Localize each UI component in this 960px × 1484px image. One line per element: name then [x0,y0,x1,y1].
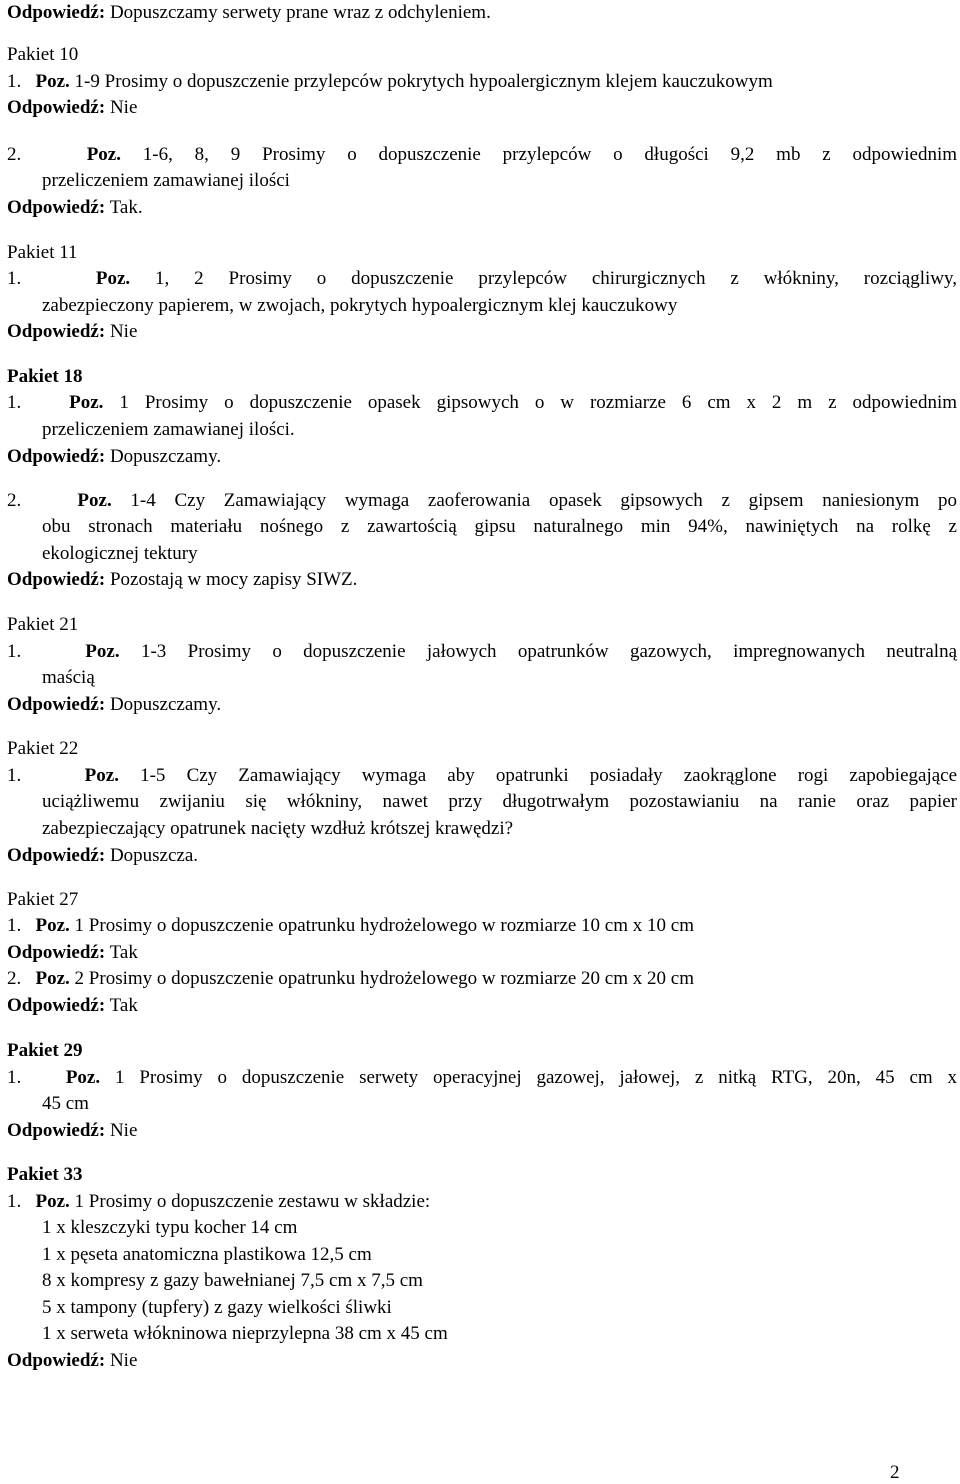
poz-label: Poz. [35,968,70,989]
poz-number: 1, 2 [155,268,204,289]
answer-line [7,694,221,716]
list-item: 1 x pęseta anatomiczna plastikowa 12,5 cm [42,1244,372,1265]
question-text: Prosimy o dopuszczenie zestawu w składzie: [88,1191,431,1212]
answer-line [7,321,137,343]
answer-line [7,197,143,219]
list-item: 8 x kompresy z gazy bawełnianej 7,5 cm x 7,5 cm [42,1270,423,1291]
poz-number: 1-3 [140,641,167,662]
question-line [7,144,957,166]
answer-line [7,2,491,24]
answer-text: Dopuszcza. [109,845,199,866]
poz-label: Poz. [65,1067,101,1088]
question-line [7,915,694,937]
poz-label: Poz. [77,490,112,511]
package-heading: Pakiet 11 [7,242,78,263]
answer-text: Dopuszczamy serwety prane wraz z odchyleniem. [109,2,491,23]
answer-label: Odpowiedź: [7,845,106,866]
question-continuation: uciążliwemu zwijaniu się włókniny, nawet przy długotrwałym pozostawianiu na ranie oraz papier [42,791,957,812]
question-text: Prosimy o dopuszczenie serwety operacyjnej gazowej, jałowej, z nitką RTG, 20n, 45 cm x [139,1067,958,1088]
item-number: 1. [7,71,22,92]
answer-text: Dopuszczamy. [109,446,222,467]
answer-line [7,845,198,867]
question-line [7,392,957,414]
item-number: 2. [7,144,22,165]
answer-text: Nie [109,1350,138,1371]
poz-label: Poz. [84,765,119,786]
question-text: Prosimy o dopuszczenie opatrunku hydrożelowego w rozmiarze 20 cm x 20 cm [88,968,694,989]
answer-line [7,446,221,468]
answer-label: Odpowiedź: [7,1350,106,1371]
package-heading: Pakiet 33 [7,1164,83,1185]
answer-line [7,97,137,119]
answer-line [7,569,357,591]
answer-line [7,1120,137,1142]
answer-label: Odpowiedź: [7,97,106,118]
poz-label: Poz. [35,915,70,936]
question-continuation: 45 cm [42,1093,89,1114]
answer-label: Odpowiedź: [7,321,106,342]
question-line [7,1067,957,1089]
question-line [7,268,957,290]
question-continuation: obu stronach materiału nośnego z zawartością gipsu naturalnego min 94%, nawiniętych na rolkę z [42,516,957,537]
question-text: Czy Zamawiający wymaga zaoferowania opasek gipsowych z gipsem naniesionym po [174,490,958,511]
package-heading: Pakiet 27 [7,889,79,910]
page-number: 2 [890,1462,900,1483]
answer-text: Nie [109,1120,138,1141]
package-heading: Pakiet 18 [7,366,83,387]
question-line [7,641,957,663]
answer-label: Odpowiedź: [7,1120,106,1141]
question-continuation: ekologicznej tektury [42,543,198,564]
poz-number: 1 [114,1067,125,1088]
item-number: 2. [7,490,22,511]
item-number: 1. [7,1067,22,1088]
poz-number: 1-6, 8, 9 [142,144,241,165]
answer-text: Dopuszczamy. [109,694,222,715]
poz-number: 1 [119,392,129,413]
answer-label: Odpowiedź: [7,995,106,1016]
answer-text: Tak [109,942,138,963]
question-text: Prosimy o dopuszczenie jałowych opatrunków gazowych, impregnowanych neutralną [187,641,958,662]
question-line [7,765,957,787]
question-text: Czy Zamawiający wymaga aby opatrunki posiadały zaokrąglone rogi zapobiegające [186,765,958,786]
poz-number: 1 [74,1191,85,1212]
answer-line [7,1350,137,1372]
poz-number: 2 [74,968,85,989]
package-heading: Pakiet 10 [7,44,79,65]
package-heading: Pakiet 29 [7,1040,83,1061]
answer-label: Odpowiedź: [7,2,106,23]
question-continuation: maścią [42,667,95,688]
poz-number: 1-5 [140,765,166,786]
answer-line [7,995,138,1017]
item-number: 1. [7,641,22,662]
list-item: 1 x serweta włókninowa nieprzylepna 38 cm x 45 cm [42,1323,448,1344]
answer-label: Odpowiedź: [7,446,106,467]
answer-line [7,942,138,964]
package-heading: Pakiet 22 [7,738,79,759]
poz-label: Poz. [69,392,104,413]
poz-number: 1-4 [130,490,156,511]
question-continuation: przeliczeniem zamawianej ilości [42,170,290,191]
answer-label: Odpowiedź: [7,694,106,715]
question-line [7,968,694,990]
package-heading: Pakiet 21 [7,614,79,635]
question-text: Prosimy o dopuszczenie przylepców o długości 9,2 mb z odpowiednim [262,144,958,165]
item-number: 2. [7,968,22,989]
question-text: Prosimy o dopuszczenie przylepców pokrytych hypoalergicznym klejem kauczukowym [104,71,773,92]
question-continuation: zabezpieczający opatrunek nacięty wzdłuż krótszej krawędzi? [42,818,514,839]
answer-text: Nie [109,321,138,342]
question-line [7,490,957,512]
question-text: Prosimy o dopuszczenie przylepców chirurgicznych z włókniny, rozciągliwy, [228,268,958,289]
answer-label: Odpowiedź: [7,942,106,963]
answer-label: Odpowiedź: [7,569,106,590]
list-item: 1 x kleszczyki typu kocher 14 cm [42,1217,298,1238]
item-number: 1. [7,915,22,936]
poz-number: 1-9 [74,71,100,92]
answer-text: Tak. [109,197,143,218]
item-number: 1. [7,392,22,413]
item-number: 1. [7,268,22,289]
question-text: Prosimy o dopuszczenie opatrunku hydrożelowego w rozmiarze 10 cm x 10 cm [88,915,694,936]
item-number: 1. [7,1191,22,1212]
question-text: Prosimy o dopuszczenie opasek gipsowych o w rozmiarze 6 cm x 2 m z odpowiednim [144,392,957,413]
poz-label: Poz. [85,641,120,662]
list-item: 5 x tampony (tupfery) z gazy wielkości śliwki [42,1297,392,1318]
answer-text: Nie [109,97,138,118]
answer-label: Odpowiedź: [7,197,106,218]
poz-label: Poz. [86,144,121,165]
item-number: 1. [7,765,22,786]
question-line [7,71,957,93]
question-continuation: zabezpieczony papierem, w zwojach, pokrytych hypoalergicznym klej kauczukowy [42,295,678,316]
answer-text: Tak [109,995,138,1016]
poz-label: Poz. [35,1191,70,1212]
answer-text: Pozostają w mocy zapisy SIWZ. [109,569,358,590]
question-line [7,1191,430,1213]
question-continuation: przeliczeniem zamawianej ilości. [42,419,295,440]
poz-number: 1 [74,915,85,936]
poz-label: Poz. [35,71,70,92]
poz-label: Poz. [95,268,131,289]
